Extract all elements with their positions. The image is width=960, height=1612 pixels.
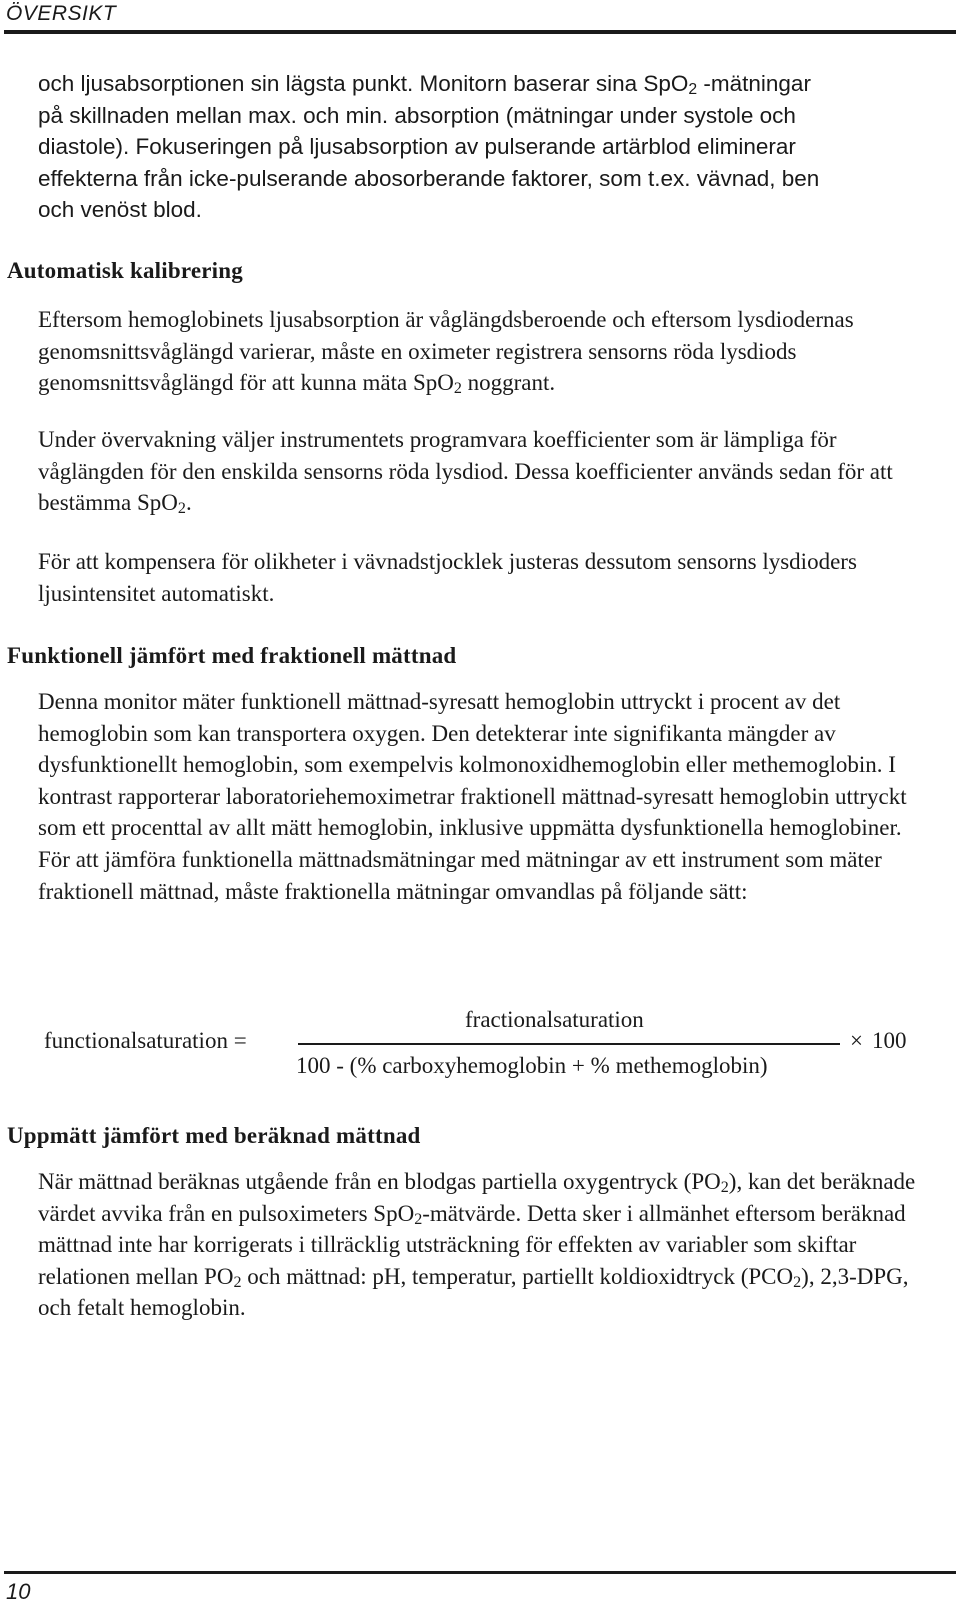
- subscript: 2: [177, 500, 186, 518]
- heading-automatisk-kalibrering: Automatisk kalibrering: [7, 258, 243, 283]
- text: -mätvärde. Detta sker i allmänhet eftersom beräknad mättnad inte har korrigerats i tillräcklig utsträckning för effekten av variabler som skiftar relationen mellan PO: [38, 1200, 906, 1289]
- formula-denominator: 100 - (% carboxyhemoglobin + % methemoglobin): [296, 1053, 768, 1078]
- intro-line: effekterna från icke-pulserande abosorberande faktorer, som t.ex. vävnad, ben: [38, 165, 820, 191]
- heading-uppmatt-beraknad: Uppmätt jämfört med beräknad mättnad: [7, 1123, 421, 1148]
- text: Under övervakning väljer instrumentets programvara koefficienter som är lämpliga för våglängden för den enskilda sensorns röda lysdiod. Dessa koefficienter används sedan för att bestämma SpO: [38, 427, 893, 516]
- text: Eftersom hemoglobinets ljusabsorption är våglängdsberoende och eftersom lysdiodernas genomsnittsvåglängd varierar, måste en oximeter registrera sensorns röda lysdiods genomsnittsvåglängd för att kunna mäta SpO: [38, 307, 854, 396]
- intro-text: och ljusabsorptionen sin lägsta punkt. Monitorn baserar sina SpO: [38, 71, 689, 96]
- subscript: 2: [453, 380, 462, 398]
- text: ), 2,3-DPG, och fetalt hemoglobin.: [38, 1263, 909, 1321]
- paragraph-calibration-2: [38, 424, 938, 519]
- formula-times: ×: [850, 1028, 863, 1053]
- paragraph-calibration-3: För att kompensera för olikheter i vävnadstjocklek justeras dessutom sensorns lysdioders ljusintensitet automatiskt.: [38, 549, 857, 606]
- paragraph-measured-calculated: [38, 1166, 938, 1324]
- intro-line: diastole). Fokuseringen på ljusabsorption av pulserande artärblod eliminerar: [38, 134, 796, 160]
- intro-paragraph: [38, 68, 938, 226]
- formula-factor: 100: [872, 1028, 907, 1053]
- text: ), kan det beräknade värdet avvika från en pulsoximeters SpO: [38, 1169, 916, 1226]
- intro-line: på skillnaden mellan max. och min. absorption (mätningar under systole och: [38, 102, 796, 128]
- page-header-title: ÖVERSIKT: [6, 2, 117, 25]
- fraction-bar: [298, 1043, 840, 1045]
- subscript: 2: [233, 1273, 242, 1291]
- formula-lhs: functionalsaturation =: [44, 1028, 247, 1053]
- heading-funktionell-fraktionell: Funktionell jämfört med fraktionell mättnad: [7, 643, 457, 668]
- subscript: 2: [793, 1273, 802, 1291]
- intro-line: och venöst blod.: [38, 197, 202, 223]
- text: noggrant.: [461, 370, 556, 396]
- text: och mättnad: pH, temperatur, partiellt koldioxidtryck (PCO: [241, 1263, 794, 1289]
- header-rule: [4, 30, 956, 34]
- text: .: [185, 490, 192, 516]
- page-number: 10: [6, 1579, 31, 1604]
- subscript: 2: [688, 81, 698, 98]
- subscript: 2: [414, 1210, 423, 1228]
- paragraph-functional-saturation: Denna monitor mäter funktionell mättnad-syresatt hemoglobin uttryckt i procent av det hemoglobin som kan transportera oxygen. Den detekterar inte signifikanta mängder av dysfunktionellt hemoglobin, som exempelvis kolmonoxidhemoglobin eller methemoglobin. I kontrast rapporterar laboratoriehemoximetrar fraktionell mättnad-syresatt hemoglobin uttryckt som ett procenttal av allt mätt hemoglobin, inklusive uppmätta dysfunktionella hemoglobiner. För att jämföra funktionella mättnadsmätningar med mätningar av ett instrument som mäter fraktionell mättnad, måste fraktionella mätningar omvandlas på följande sätt:: [38, 689, 907, 904]
- intro-text: -mätningar: [697, 71, 811, 96]
- formula-numerator: fractionalsaturation: [465, 1007, 644, 1032]
- subscript: 2: [720, 1179, 729, 1196]
- intro-line: [38, 68, 938, 100]
- footer-rule: [4, 1571, 956, 1574]
- text: När mättnad beräknas utgående från en blodgas partiella oxygentryck (PO: [38, 1169, 721, 1194]
- paragraph-calibration-1: [38, 304, 938, 399]
